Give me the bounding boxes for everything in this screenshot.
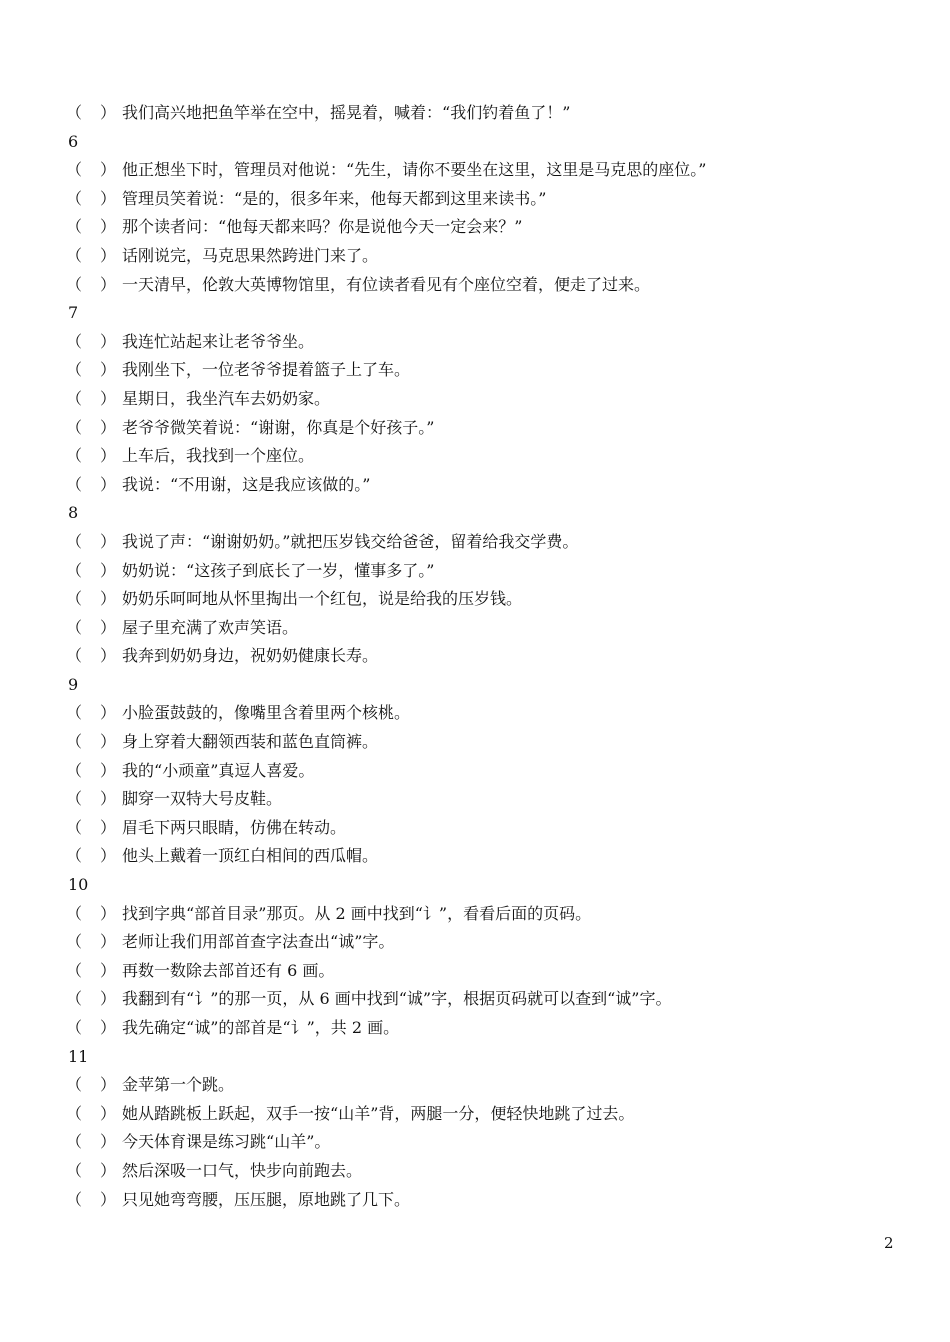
list-item: （ ） 奶奶乐呵呵地从怀里掏出一个红包，说是给我的压岁钱。 (66, 589, 523, 609)
list-item: （ ） 脚穿一双特大号皮鞋。 (66, 789, 283, 809)
list-item: （ ） 金苹第一个跳。 (66, 1075, 235, 1095)
exercise-list (66, 99, 906, 1214)
list-item: （ ） 我刚坐下，一位老爷爷提着篮子上了车。 (66, 360, 411, 380)
list-item: （ ） 奶奶说：“这孩子到底长了一岁，懂事多了。” (66, 560, 435, 580)
list-item: （ ） 眉毛下两只眼睛，仿佛在转动。 (66, 817, 347, 837)
question-number: 6 (68, 131, 79, 151)
list-item: （ ） 我们高兴地把鱼竿举在空中，摇晃着，喊着：“我们钓着鱼了！” (66, 103, 571, 122)
list-item: （ ） 我奔到奶奶身边，祝奶奶健康长寿。 (66, 646, 379, 666)
list-item: （ ） 他头上戴着一顶红白相间的西瓜帽。 (66, 846, 379, 866)
list-item: （ ） 老师让我们用部首查字法查出“诚”字。 (66, 932, 395, 952)
list-item: （ ） 再数一数除去部首还有 6 画。 (66, 960, 335, 980)
list-item: （ ） 今天体育课是练习跳“山羊”。 (66, 1132, 331, 1152)
list-item: （ ） 我翻到有“讠”的那一页，从 6 画中找到“诚”字，根据页码就可以查到“诚”字。 (66, 989, 672, 1009)
list-item: （ ） 身上穿着大翻领西装和蓝色直筒裤。 (66, 732, 379, 752)
question-number: 11 (68, 1046, 89, 1066)
question-number: 7 (68, 303, 79, 323)
list-item: （ ） 我的“小顽童”真逗人喜爱。 (66, 760, 315, 780)
list-item: （ ） 那个读者问：“他每天都来吗？你是说他今天一定会来？” (66, 217, 523, 237)
list-item: （ ） 一天清早，伦敦大英博物馆里，有位读者看见有个座位空着，便走了过来。 (66, 274, 651, 294)
list-item: （ ） 我说了声：“谢谢奶奶。”就把压岁钱交给爸爸，留着给我交学费。 (66, 531, 579, 551)
list-item: （ ） 她从踏跳板上跃起，双手一按“山羊”背，两腿一分，便轻快地跳了过去。 (66, 1103, 635, 1123)
list-item: （ ） 找到字典“部首目录”那页。从 2 画中找到“讠”，看看后面的页码。 (66, 903, 592, 923)
question-number: 8 (68, 503, 79, 523)
list-item: （ ） 我先确定“诚”的部首是“讠”，共 2 画。 (66, 1018, 400, 1037)
question-number: 9 (68, 674, 79, 694)
question-number: 10 (68, 875, 89, 895)
list-item: （ ） 然后深吸一口气，快步向前跑去。 (66, 1160, 363, 1180)
list-item: （ ） 他正想坐下时，管理员对他说：“先生，请你不要坐在这里，这里是马克思的座位。” (66, 160, 707, 180)
list-item: （ ） 我连忙站起来让老爷爷坐。 (66, 331, 315, 351)
list-item: （ ） 上车后，我找到一个座位。 (66, 446, 315, 466)
list-item: （ ） 小脸蛋鼓鼓的，像嘴里含着里两个核桃。 (66, 703, 411, 723)
list-item: （ ） 屋子里充满了欢声笑语。 (66, 617, 299, 637)
list-item: （ ） 我说：“不用谢，这是我应该做的。” (66, 474, 371, 494)
list-item: （ ） 管理员笑着说：“是的，很多年来，他每天都到这里来读书。” (66, 188, 547, 208)
list-item: （ ） 只见她弯弯腰，压压腿，原地跳了几下。 (66, 1189, 411, 1209)
list-item: （ ） 星期日，我坐汽车去奶奶家。 (66, 388, 331, 408)
page-number: 2 (884, 1234, 894, 1252)
list-item: （ ） 老爷爷微笑着说：“谢谢，你真是个好孩子。” (66, 417, 435, 437)
list-item: （ ） 话刚说完，马克思果然跨进门来了。 (66, 245, 379, 265)
